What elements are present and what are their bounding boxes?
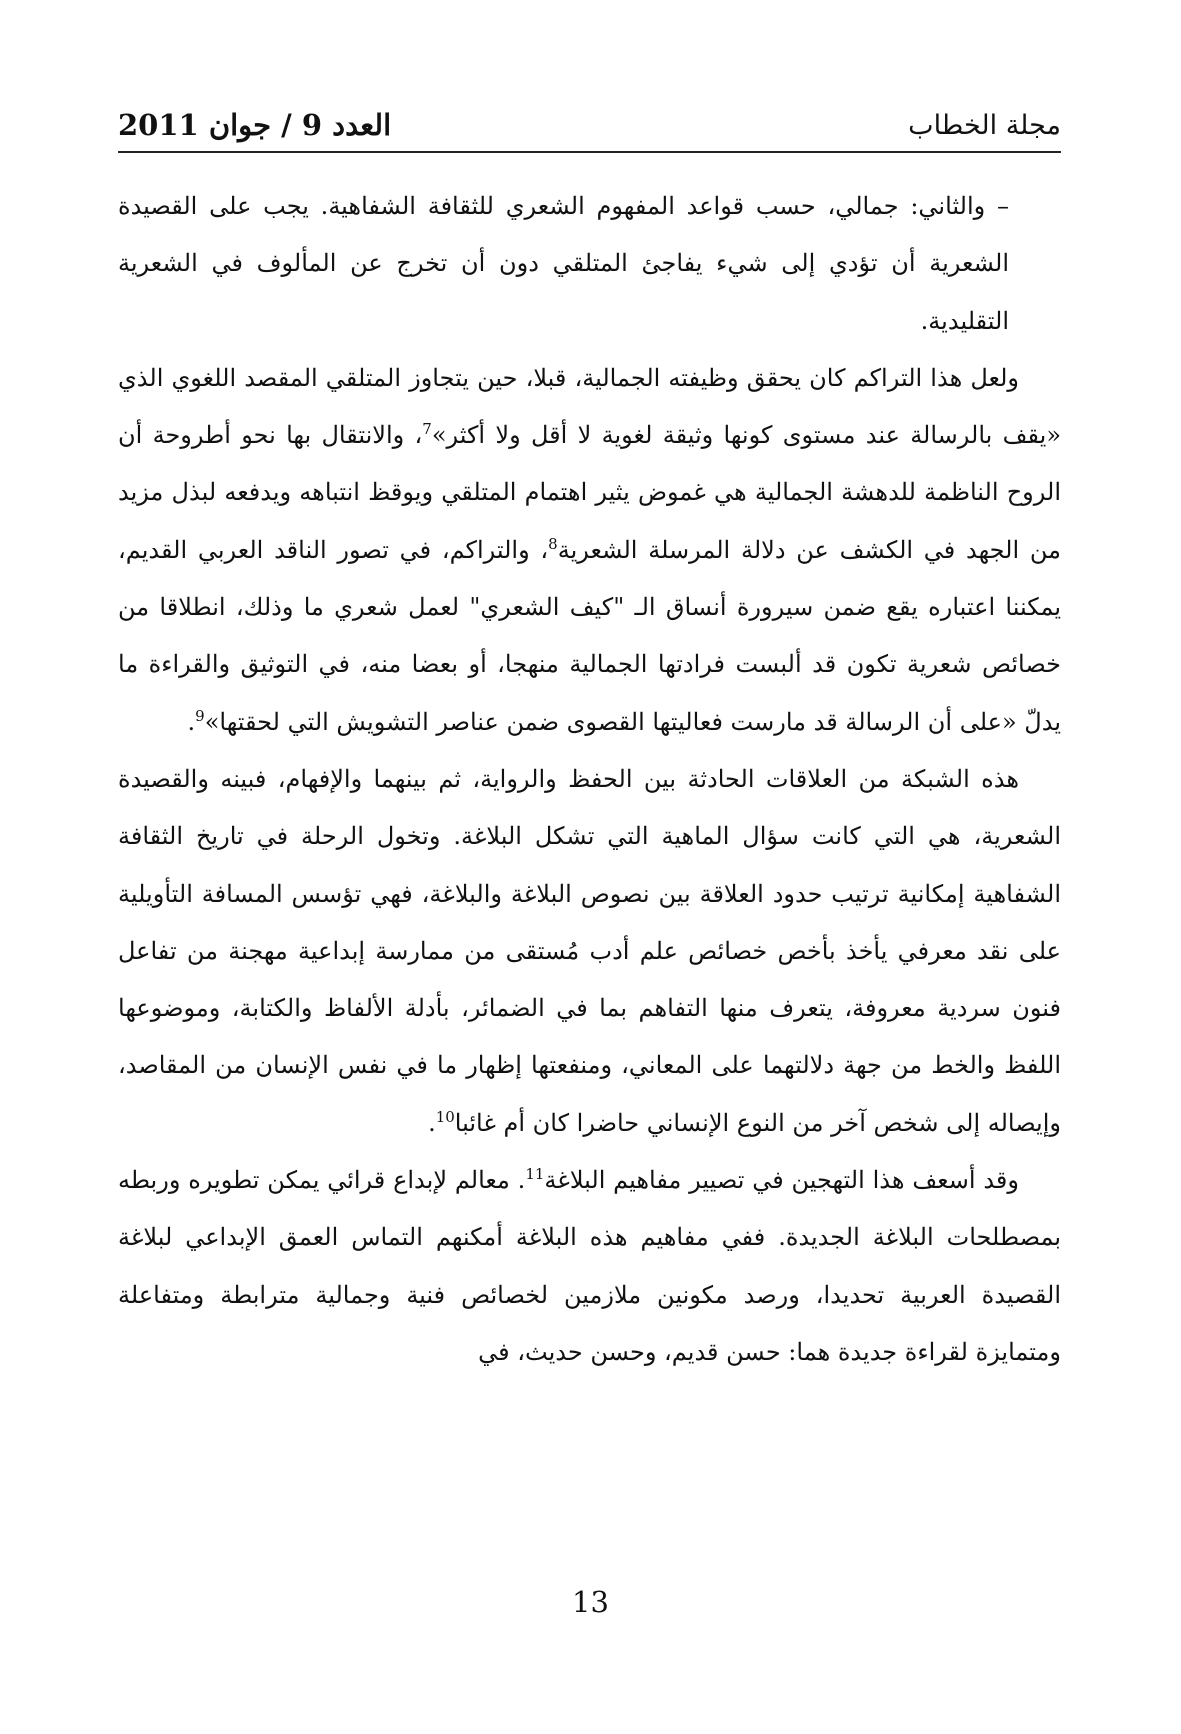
running-header — [118, 100, 1061, 150]
text-run: ، والتراكم، في تصور الناقد العربي القديم، يمكننا اعتباره يقع ضمن سيرورة أنساق الـ "كيف الشعري" لعمل شعري ما وذلك، انطلاقا من خصائص شعرية تكون قد ألبست فرادتها الجمالية منهجا، أو بعضا منه، في التوثيق والقراءة ما يدلّ «على أن الرسالة قد مارست فعاليتها القصوى ضمن عناصر التشويش التي لحقتها» — [118, 535, 1062, 736]
header-rule — [118, 151, 1061, 153]
text-run: ولعل هذا التراكم كان يحقق وظيفته الجمالية، قبلا، حين يتجاوز المتلقي المقصد اللغوي الذي «يقف بالرسالة عند مستوى كونها وثيقة لغوية لا أقل ولا أكثر» — [118, 363, 1061, 450]
journal-title: مجلة الخطاب — [908, 110, 1061, 141]
text-run: ، والانتقال بها نحو أطروحة أن الروح الناظمة للدهشة الجمالية هي غموض يثير اهتمام المتلقي ويوقظ انتباهه ويدفعه لبذل مزيد من الجهد في الكشف عن دلالة المرسلة الشعرية — [118, 421, 1061, 564]
issue-info: العدد 9 / جوان 2011 — [118, 108, 392, 142]
paragraph — [118, 751, 1061, 1152]
paragraph: – والثاني: جمالي، حسب قواعد المفهوم الشعري للثقافة الشفاهية. يجب على القصيدة الشعرية أن تؤدي إلى شيء يفاجئ المتلقي دون أن تخرج عن المألوف في الشعرية التقليدية. — [118, 192, 1009, 335]
article-body — [118, 178, 1061, 1381]
paragraph — [118, 350, 1061, 751]
text-run: . معالم لإبداع قرائي يمكن تطويره وربطه بمصطلحات البلاغة الجديدة. ففي مفاهيم هذه البلاغة أمكنهم التماس العمق الإبداعي لبلاغة القصيدة العربية تحديدا، ورصد مكونين ملازمين لخصائص فنية وجمالية مترابطة ومتفاعلة ومتمايزة لقراءة جديدة هما: حسن قديم، وحسن حديث، في — [118, 1166, 1062, 1366]
footnote-ref: 10 — [435, 1107, 455, 1126]
footnote-ref: 11 — [525, 1165, 545, 1184]
page-number: 13 — [572, 1585, 609, 1619]
footnote-ref: 9 — [195, 706, 205, 725]
text-run: . — [187, 707, 196, 736]
footnote-ref: 8 — [548, 534, 558, 553]
paragraph — [118, 1152, 1061, 1381]
text-run: هذه الشبكة من العلاقات الحادثة بين الحفظ والرواية، ثم بينهما والإفهام، فبينه والقصيدة الشعرية، هي التي كانت سؤال الماهية التي تشكل البلاغة. وتخول الرحلة في تاريخ الثقافة الشفاهية إمكانية ترتيب حدود العلاقة بين نصوص البلاغة والبلاغة، فهي تؤسس المسافة التأويلية على نقد معرفي يأخذ بأخص خصائص علم أدب مُستقى من ممارسة إبداعية مهجنة من تفاعل فنون سردية معروفة، يتعرف منها التفاهم بما في الضمائر، بأدلة الألفاظ والكتابة، وموضوعها اللفظ والخط من جهة دلالتهما على المعاني، ومنفعتها إظهار ما في نفس الإنسان من المقاصد، وإيصاله إلى شخص آخر من النوع الإنساني حاضرا كان أم غائبا — [118, 764, 1061, 1137]
text-run: وقد أسعف هذا التهجين في تصيير مفاهيم البلاغة — [544, 1166, 1019, 1195]
footnote-ref: 7 — [422, 420, 432, 439]
text-run: . — [428, 1108, 436, 1137]
